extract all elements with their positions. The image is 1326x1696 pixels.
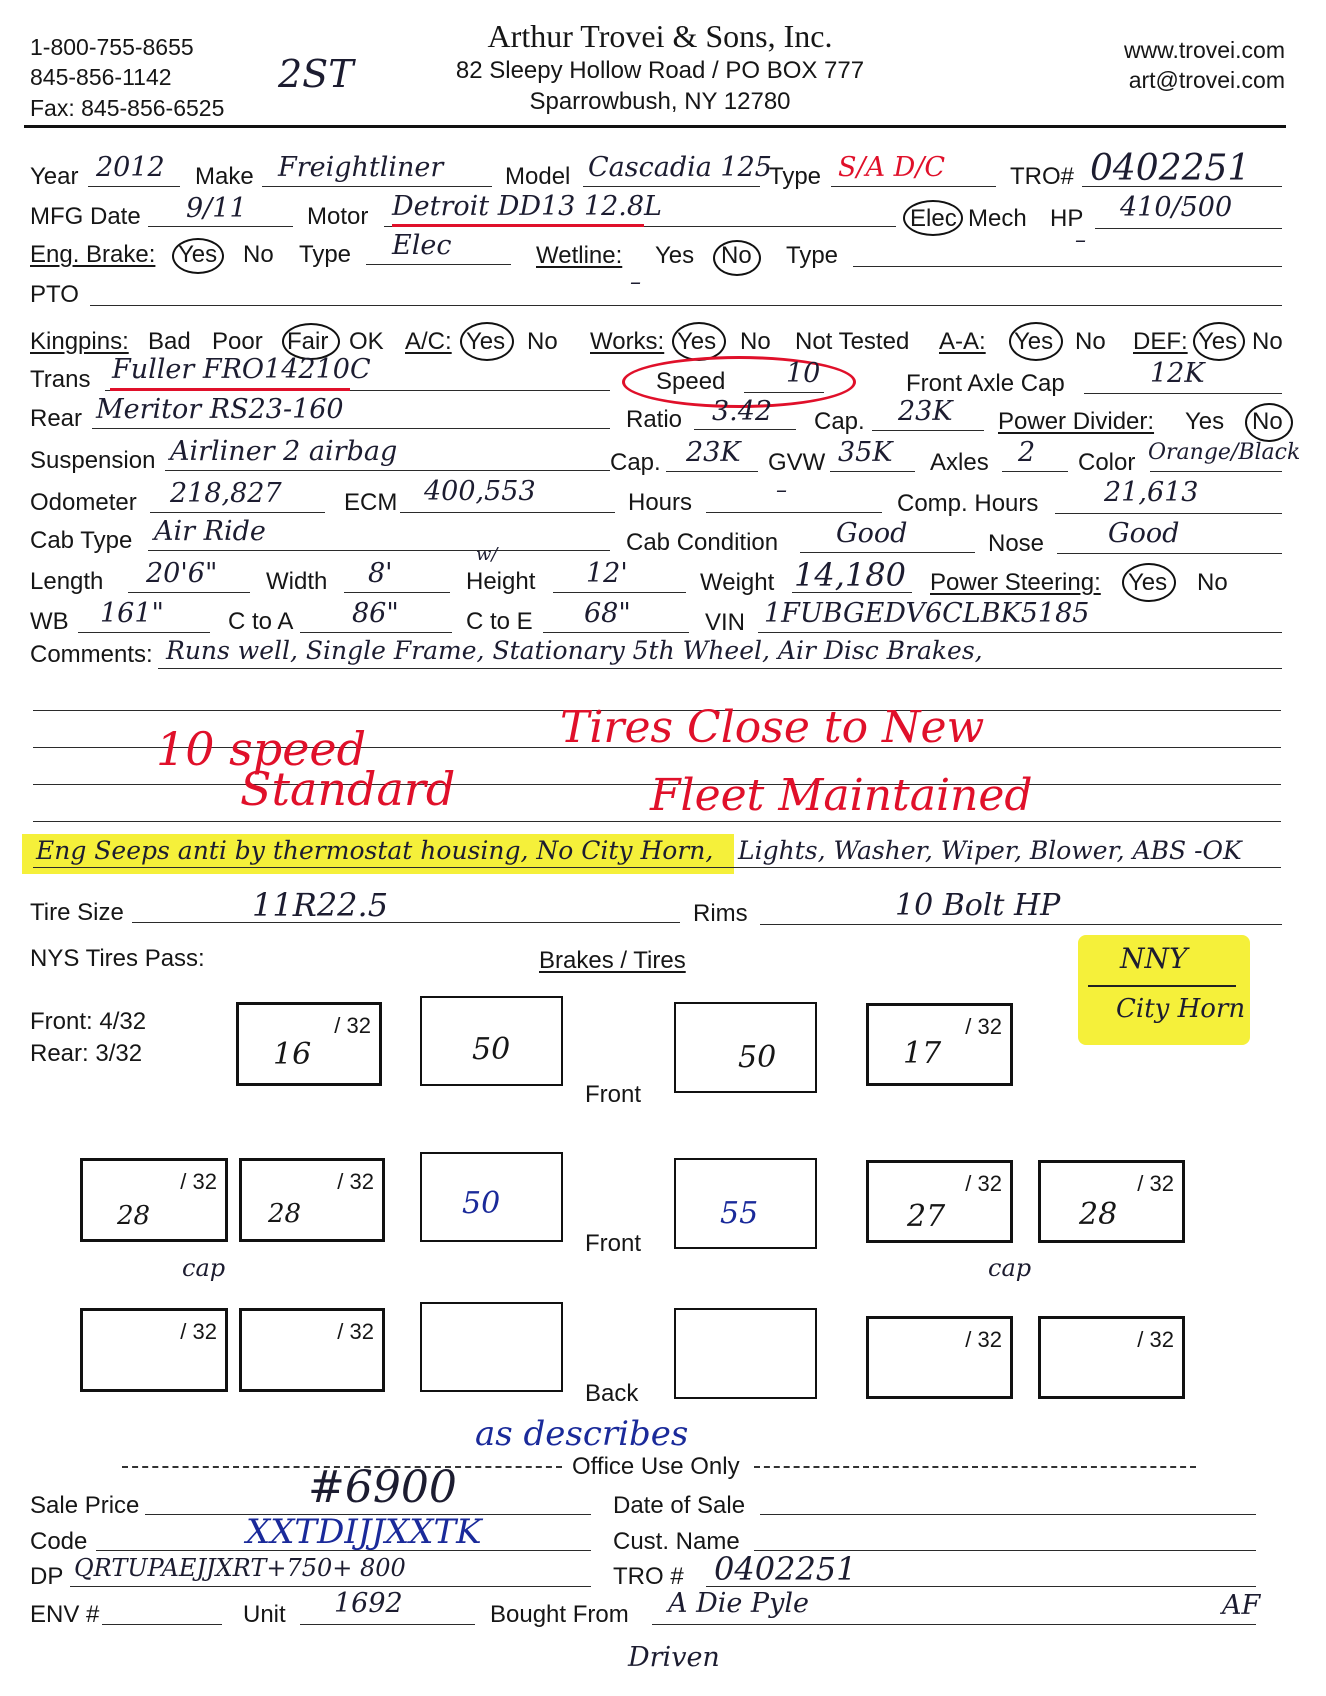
red-note-fleet: Fleet Maintained — [650, 770, 1033, 821]
wb-label: WB — [30, 608, 69, 635]
width-value: 8' — [368, 558, 393, 589]
red-note-standard: Standard — [240, 762, 456, 816]
sale-price-value: #6900 — [308, 1462, 457, 1513]
website: www.trovei.com — [1123, 37, 1285, 63]
aa-no: No — [1075, 328, 1106, 355]
axles-value: 2 — [1018, 437, 1036, 468]
height-label: Height — [466, 568, 536, 595]
wetline-type-label: Type — [786, 242, 839, 269]
kingpins-poor: Poor — [212, 328, 263, 355]
as-described-note: as describes — [475, 1414, 689, 1454]
pto-label: PTO — [30, 281, 79, 308]
eng-brake-no: No — [243, 241, 274, 268]
tro-hash-label: TRO # — [613, 1563, 684, 1590]
cap-note-right: cap — [988, 1254, 1032, 1282]
motor-red-underline — [392, 224, 644, 227]
nose-label: Nose — [988, 530, 1045, 557]
wetline-type-value: – — [1075, 228, 1086, 253]
kingpins-ok: OK — [349, 328, 384, 355]
eng-brake-label: Eng. Brake: — [30, 241, 156, 268]
brake-box-drive-front-left[interactable]: 50 — [420, 1152, 563, 1242]
def-yes: Yes — [1198, 328, 1238, 355]
c-to-e-value: 68" — [584, 598, 631, 629]
rear-requirement: Rear: 3/32 — [30, 1040, 143, 1067]
type-label: Type — [769, 163, 822, 190]
front-axle-cap-value: 12K — [1150, 358, 1205, 389]
nose-value: Good — [1108, 518, 1180, 549]
tire-box-drive-front-left-outer[interactable]: / 32 28 — [80, 1158, 228, 1242]
power-divider-label: Power Divider: — [998, 408, 1155, 435]
aa-yes: Yes — [1014, 328, 1054, 355]
gvw-label: GVW — [768, 449, 826, 476]
c-to-a-value: 86" — [352, 598, 399, 629]
highlight-comment: Eng Seeps anti by thermostat housing, No City Horn, — [36, 836, 714, 865]
mfg-date-label: MFG Date — [30, 203, 141, 230]
tro-label: TRO# — [1010, 163, 1075, 190]
address-line-1: 82 Sleepy Hollow Road / PO BOX 777 — [455, 57, 865, 84]
kingpins-bad: Bad — [148, 328, 191, 355]
header-divider — [24, 125, 1286, 128]
sticky-note-nny: NNY — [1120, 942, 1188, 975]
eng-brake-type-label: Type — [299, 241, 352, 268]
height-note: w/ — [476, 544, 498, 565]
cust-name-label: Cust. Name — [613, 1528, 740, 1555]
hp-value: 410/500 — [1120, 192, 1233, 223]
tire-box-steer-right[interactable]: / 32 17 — [866, 1003, 1013, 1086]
tire-box-drive-front-right-outer[interactable]: / 32 28 — [1038, 1160, 1185, 1243]
tire-box-drive-rear-left-outer[interactable]: / 32 — [80, 1308, 228, 1392]
odometer-label: Odometer — [30, 489, 137, 516]
code-label: Code — [30, 1528, 88, 1555]
height-value: 12' — [586, 558, 628, 589]
eng-brake-type-value: Elec — [392, 230, 452, 261]
office-use-only-label: Office Use Only — [572, 1453, 740, 1480]
front-label-row2: Front — [585, 1230, 642, 1257]
rear-value: Meritor RS23-160 — [96, 394, 344, 425]
power-steering-label: Power Steering: — [930, 569, 1101, 596]
unit-value: 1692 — [334, 1588, 403, 1619]
aa-label: A-A: — [939, 328, 986, 355]
tire-box-drive-rear-right-inner[interactable]: / 32 — [866, 1316, 1013, 1399]
hours-label: Hours — [628, 489, 693, 516]
works-yes: Yes — [677, 328, 717, 355]
rear-label: Rear — [30, 405, 83, 432]
make-label: Make — [195, 163, 254, 190]
def-no: No — [1252, 328, 1283, 355]
initials: AF — [1222, 1590, 1261, 1621]
cap-note-left: cap — [182, 1254, 226, 1282]
color-label: Color — [1078, 449, 1136, 476]
red-note-10-speed: 10 speed — [156, 722, 367, 776]
company-name: Arthur Trovei & Sons, Inc. — [487, 18, 833, 54]
ac-no: No — [527, 328, 558, 355]
wetline-no: No — [721, 242, 752, 269]
vin-value: 1FUBGEDV6CLBK5185 — [764, 598, 1090, 629]
speed-label: Speed — [656, 368, 726, 395]
elec-label: Elec — [910, 205, 957, 232]
year-value: 2012 — [96, 152, 165, 183]
hp-label: HP — [1050, 205, 1084, 232]
front-axle-cap-label: Front Axle Cap — [906, 370, 1065, 397]
power-divider-no: No — [1252, 408, 1283, 435]
bought-from-value: A Die Pyle — [668, 1588, 809, 1619]
tire-box-drive-front-left-inner[interactable]: / 32 28 — [239, 1158, 385, 1242]
bought-from-label: Bought From — [490, 1601, 629, 1628]
comment-tail: Lights, Washer, Wiper, Blower, ABS -OK — [738, 836, 1242, 865]
code-value: XXTDIJJXXTK — [246, 1512, 482, 1552]
email: art@trovei.com — [1128, 67, 1285, 93]
dp-label: DP — [30, 1563, 64, 1590]
comment-rule-4 — [33, 821, 1281, 822]
tro-value: 0402251 — [1090, 148, 1251, 189]
color-value: Orange/Black — [1148, 440, 1301, 465]
tire-box-drive-front-right-inner[interactable]: / 32 27 — [866, 1160, 1013, 1243]
power-steering-yes: Yes — [1128, 569, 1168, 596]
tire-box-steer-left[interactable]: / 32 16 — [236, 1002, 382, 1086]
brake-box-steer-right[interactable]: 50 — [674, 1002, 817, 1093]
dp-value: QRTUPAEJJXRT+750+ 800 — [74, 1554, 406, 1582]
motor-label: Motor — [307, 203, 369, 230]
env-label: ENV # — [30, 1601, 100, 1628]
motor-value: Detroit DD13 12.8L — [392, 191, 662, 222]
odometer-value: 218,827 — [170, 478, 282, 509]
ecm-label: ECM — [344, 489, 398, 516]
brake-box-steer-left[interactable]: 50 — [420, 996, 563, 1086]
back-label: Back — [585, 1380, 639, 1407]
wetline-label: Wetline: — [536, 242, 623, 269]
length-label: Length — [30, 568, 104, 595]
comments-value: Runs well, Single Frame, Stationary 5th Wheel, Air Disc Brakes, — [166, 636, 983, 665]
ac-yes: Yes — [466, 328, 506, 355]
tire-size-label: Tire Size — [30, 899, 124, 926]
susp-cap-label: Cap. — [610, 449, 661, 476]
tro-hash-value: 0402251 — [714, 1550, 857, 1588]
unit-label: Unit — [243, 1601, 286, 1628]
year-label: Year — [30, 163, 79, 190]
wetline-yes: Yes — [655, 242, 695, 269]
ratio-value: 3.42 — [712, 396, 773, 427]
tire-box-drive-rear-left-inner[interactable]: / 32 — [239, 1308, 385, 1392]
make-value: Freightliner — [278, 152, 444, 183]
sticky-note-city-horn: City Horn — [1116, 994, 1246, 1024]
susp-cap-value: 23K — [686, 437, 741, 468]
weight-value: 14,180 — [794, 556, 906, 594]
cab-condition-value: Good — [836, 518, 908, 549]
trans-value: Fuller FRO14210C — [112, 354, 371, 385]
front-label-row1: Front — [585, 1081, 642, 1108]
phone-2: 845-856-1142 — [30, 64, 172, 90]
wb-value: 161" — [100, 598, 164, 629]
speed-value: 10 — [786, 358, 821, 389]
fax-number: Fax: 845-856-6525 — [30, 95, 225, 121]
nys-tires-pass-label: NYS Tires Pass: — [30, 945, 205, 972]
brake-box-drive-front-right[interactable]: 55 — [674, 1158, 817, 1249]
cab-type-value: Air Ride — [154, 516, 266, 547]
ecm-value: 400,553 — [424, 476, 536, 507]
c-to-a-label: C to A — [228, 608, 294, 635]
power-steering-no: No — [1197, 569, 1228, 596]
date-of-sale-label: Date of Sale — [613, 1492, 746, 1519]
comp-hours-label: Comp. Hours — [897, 490, 1039, 517]
rims-label: Rims — [693, 900, 748, 927]
sale-price-label: Sale Price — [30, 1492, 140, 1519]
brake-box-drive-rear-right[interactable] — [674, 1308, 817, 1399]
length-value: 20'6" — [146, 558, 218, 589]
works-no: No — [740, 328, 771, 355]
works-label: Works: — [590, 328, 665, 355]
suspension-value: Airliner 2 airbag — [170, 436, 398, 467]
suspension-label: Suspension — [30, 447, 156, 474]
model-value: Cascadia 125 — [588, 152, 772, 183]
tag-2st: 2ST — [278, 52, 354, 96]
kingpins-label: Kingpins: — [30, 328, 129, 355]
power-divider-yes: Yes — [1185, 408, 1225, 435]
front-requirement: Front: 4/32 — [30, 1008, 147, 1035]
driven-note: Driven — [628, 1642, 720, 1673]
ratio-label: Ratio — [626, 406, 683, 433]
width-label: Width — [266, 568, 328, 595]
pto-value: – — [630, 270, 641, 295]
trans-red-underline — [110, 388, 350, 391]
axles-label: Axles — [930, 449, 989, 476]
kingpins-fair: Fair — [287, 328, 329, 355]
cab-condition-label: Cab Condition — [626, 529, 779, 556]
rear-cap-label: Cap. — [814, 408, 865, 435]
vin-label: VIN — [705, 609, 746, 636]
weight-label: Weight — [700, 569, 775, 596]
type-value: S/A D/C — [838, 152, 946, 183]
comp-hours-value: 21,613 — [1104, 477, 1199, 508]
cab-type-label: Cab Type — [30, 527, 133, 554]
rear-cap-value: 23K — [898, 396, 953, 427]
gvw-value: 35K — [838, 437, 893, 468]
brakes-tires-label: Brakes / Tires — [539, 947, 686, 974]
mfg-date-value: 9/11 — [186, 193, 247, 224]
tire-size-value: 11R22.5 — [252, 886, 389, 924]
ac-label: A/C: — [405, 328, 452, 355]
c-to-e-label: C to E — [466, 608, 533, 635]
trans-label: Trans — [30, 366, 91, 393]
address-line-2: Sparrowbush, NY 12780 — [529, 88, 791, 115]
comment-rule-5 — [33, 867, 1281, 868]
hours-value: – — [776, 478, 787, 503]
model-label: Model — [505, 163, 571, 190]
tire-box-drive-rear-right-outer[interactable]: / 32 — [1038, 1316, 1185, 1399]
works-not-tested: Not Tested — [795, 328, 910, 355]
comments-label: Comments: — [30, 641, 153, 668]
rims-value: 10 Bolt HP — [895, 888, 1061, 923]
phone-1: 1-800-755-8655 — [30, 34, 194, 60]
brake-box-drive-rear-left[interactable] — [420, 1302, 563, 1392]
mech-label: Mech — [968, 205, 1027, 232]
eng-brake-yes: Yes — [178, 241, 218, 268]
def-label: DEF: — [1133, 328, 1188, 355]
red-note-tires: Tires Close to New — [560, 702, 985, 753]
